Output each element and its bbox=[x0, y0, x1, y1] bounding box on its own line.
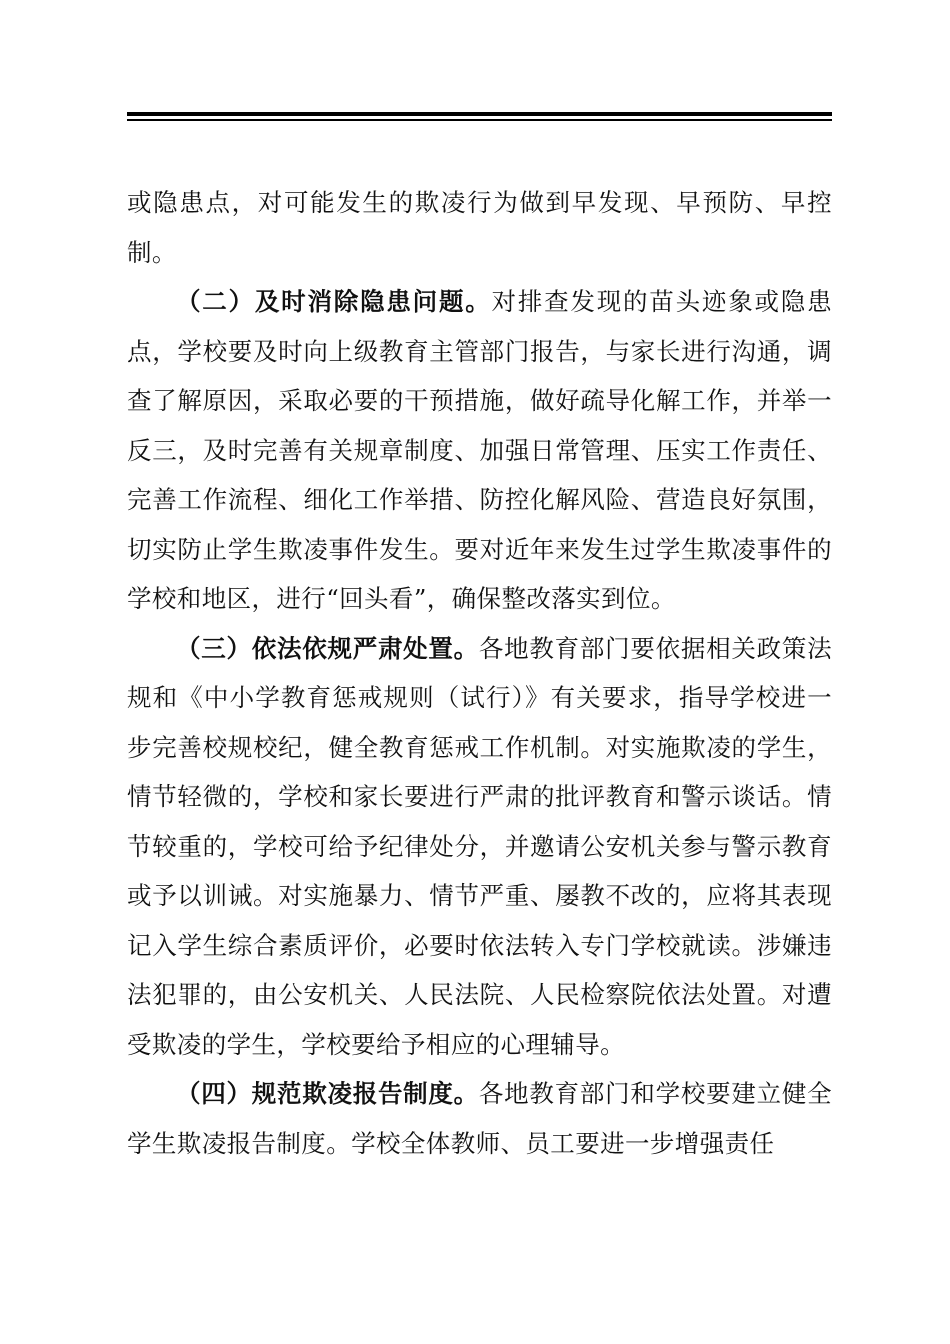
paragraph-text: 各地教育部门要依据相关政策法规和《中小学教育惩戒规则（试行）》有关要求，指导学校进一步完善校规校纪，健全教育惩戒工作机制。对实施欺凌的学生，情节轻微的，学校和家长要进行严肃的批评教育和警示谈话。情节较重的，学校可给予纪律处分，并邀请公安机关参与警示教育或予以训诫。对实施暴力、情节严重、屡教不改的，应将其表现记入学生综合素质评价，必要时依法转入专门学校就读。涉嫌违法犯罪的，由公安机关、人民法院、人民检察院依法处置。对遭受欺凌的学生，学校要给予相应的心理辅导。 bbox=[127, 633, 832, 1059]
header-rule-thin bbox=[127, 119, 832, 121]
section-heading: （三）依法依规严肃处置。 bbox=[176, 633, 479, 663]
paragraph-section-4 bbox=[127, 1069, 832, 1168]
header-rule-thick bbox=[127, 112, 832, 116]
paragraph-section-2 bbox=[127, 277, 832, 624]
paragraph-section-3 bbox=[127, 624, 832, 1070]
paragraph-text: 对排查发现的苗头迹象或隐患点，学校要及时向上级教育主管部门报告，与家长进行沟通，调查了解原因，采取必要的干预措施，做好疏导化解工作，并举一反三，及时完善有关规章制度、加强日常管理、压实工作责任、完善工作流程、细化工作举措、防控化解风险、营造良好氛围，切实防止学生欺凌事件发生。要对近年来发生过学生欺凌事件的学校和地区，进行“回头看”，确保整改落实到位。 bbox=[127, 287, 832, 613]
paragraph-text: 各地教育部门和学校要建立健全学生欺凌报告制度。学校全体教师、员工要进一步增强责任 bbox=[127, 1079, 832, 1158]
paragraph-text: 或隐患点，对可能发生的欺凌行为做到早发现、早预防、早控制。 bbox=[127, 188, 832, 267]
section-heading: （四）规范欺凌报告制度。 bbox=[176, 1079, 479, 1108]
section-heading: （二）及时消除隐患问题。 bbox=[176, 287, 492, 316]
paragraph-continuation bbox=[127, 178, 832, 277]
document-body bbox=[127, 178, 832, 1168]
